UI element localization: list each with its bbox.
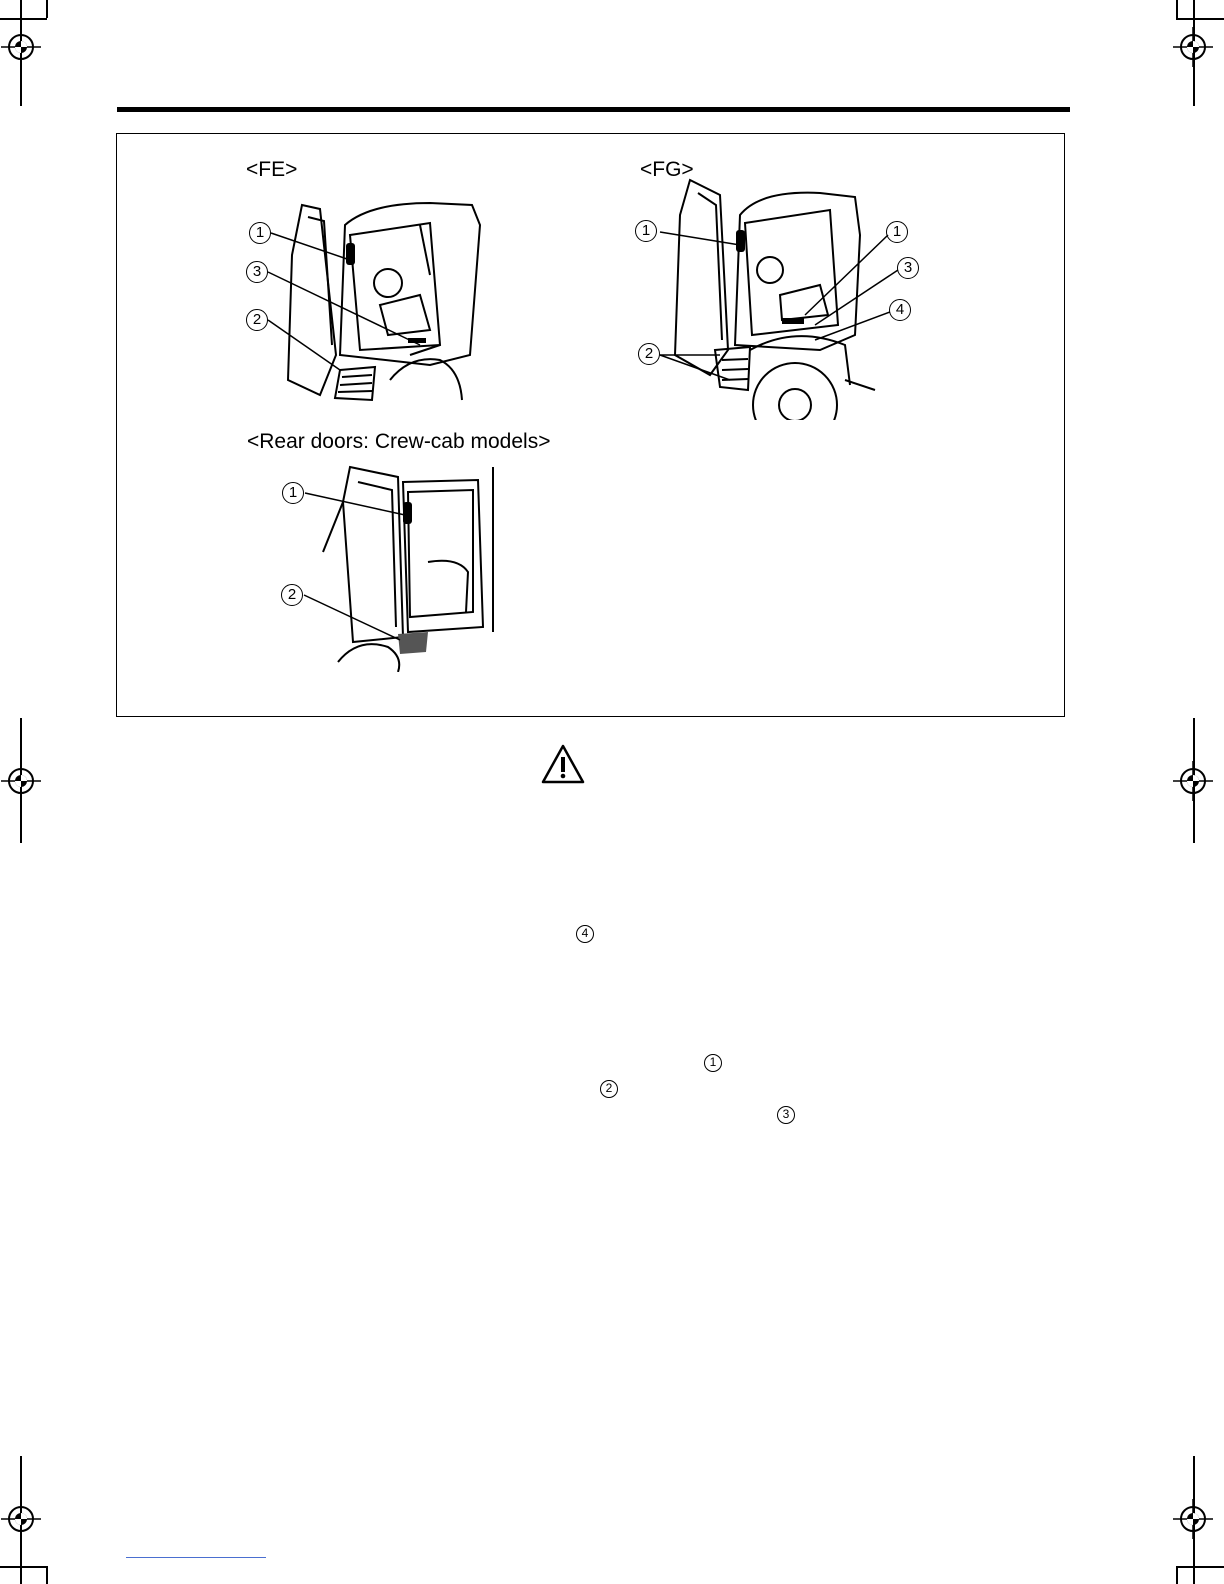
body-ref-1: 1 [704, 1054, 722, 1072]
crop-mark [1176, 1566, 1224, 1568]
body-ref-4: 4 [576, 925, 594, 943]
callout-4: 4 [889, 299, 911, 321]
crop-mark [1176, 18, 1224, 20]
registration-mark-icon [1173, 761, 1213, 801]
panel-label-fg: <FG> [640, 158, 694, 181]
body-ref-2: 2 [600, 1080, 618, 1098]
leader-lines [240, 220, 440, 390]
callout-2: 2 [246, 309, 268, 331]
callout-2: 2 [638, 343, 660, 365]
registration-mark-icon [1173, 1499, 1213, 1539]
callout-1: 1 [886, 221, 908, 243]
panel-label-fe: <FE> [246, 158, 298, 181]
crop-mark [0, 18, 47, 20]
registration-mark-icon [1, 761, 41, 801]
callout-1: 1 [282, 482, 304, 504]
leader-lines [300, 480, 430, 650]
warning-triangle-icon [540, 743, 586, 785]
panel-label-rear-doors: <Rear doors: Crew-cab models> [247, 430, 551, 453]
crop-mark [1176, 0, 1178, 18]
header-rule [117, 107, 1070, 112]
registration-mark-icon [1, 1499, 41, 1539]
registration-mark-icon [1173, 27, 1213, 67]
callout-1: 1 [249, 222, 271, 244]
body-ref-3: 3 [777, 1106, 795, 1124]
leader-lines [630, 215, 910, 395]
crop-mark [1176, 1566, 1178, 1584]
crop-mark [46, 1566, 48, 1584]
crop-mark [0, 1566, 47, 1568]
footer-link-underline [126, 1557, 266, 1558]
callout-2: 2 [281, 584, 303, 606]
callout-3: 3 [897, 257, 919, 279]
callout-1: 1 [635, 220, 657, 242]
callout-3: 3 [246, 261, 268, 283]
registration-mark-icon [1, 27, 41, 67]
crop-mark [46, 0, 48, 18]
